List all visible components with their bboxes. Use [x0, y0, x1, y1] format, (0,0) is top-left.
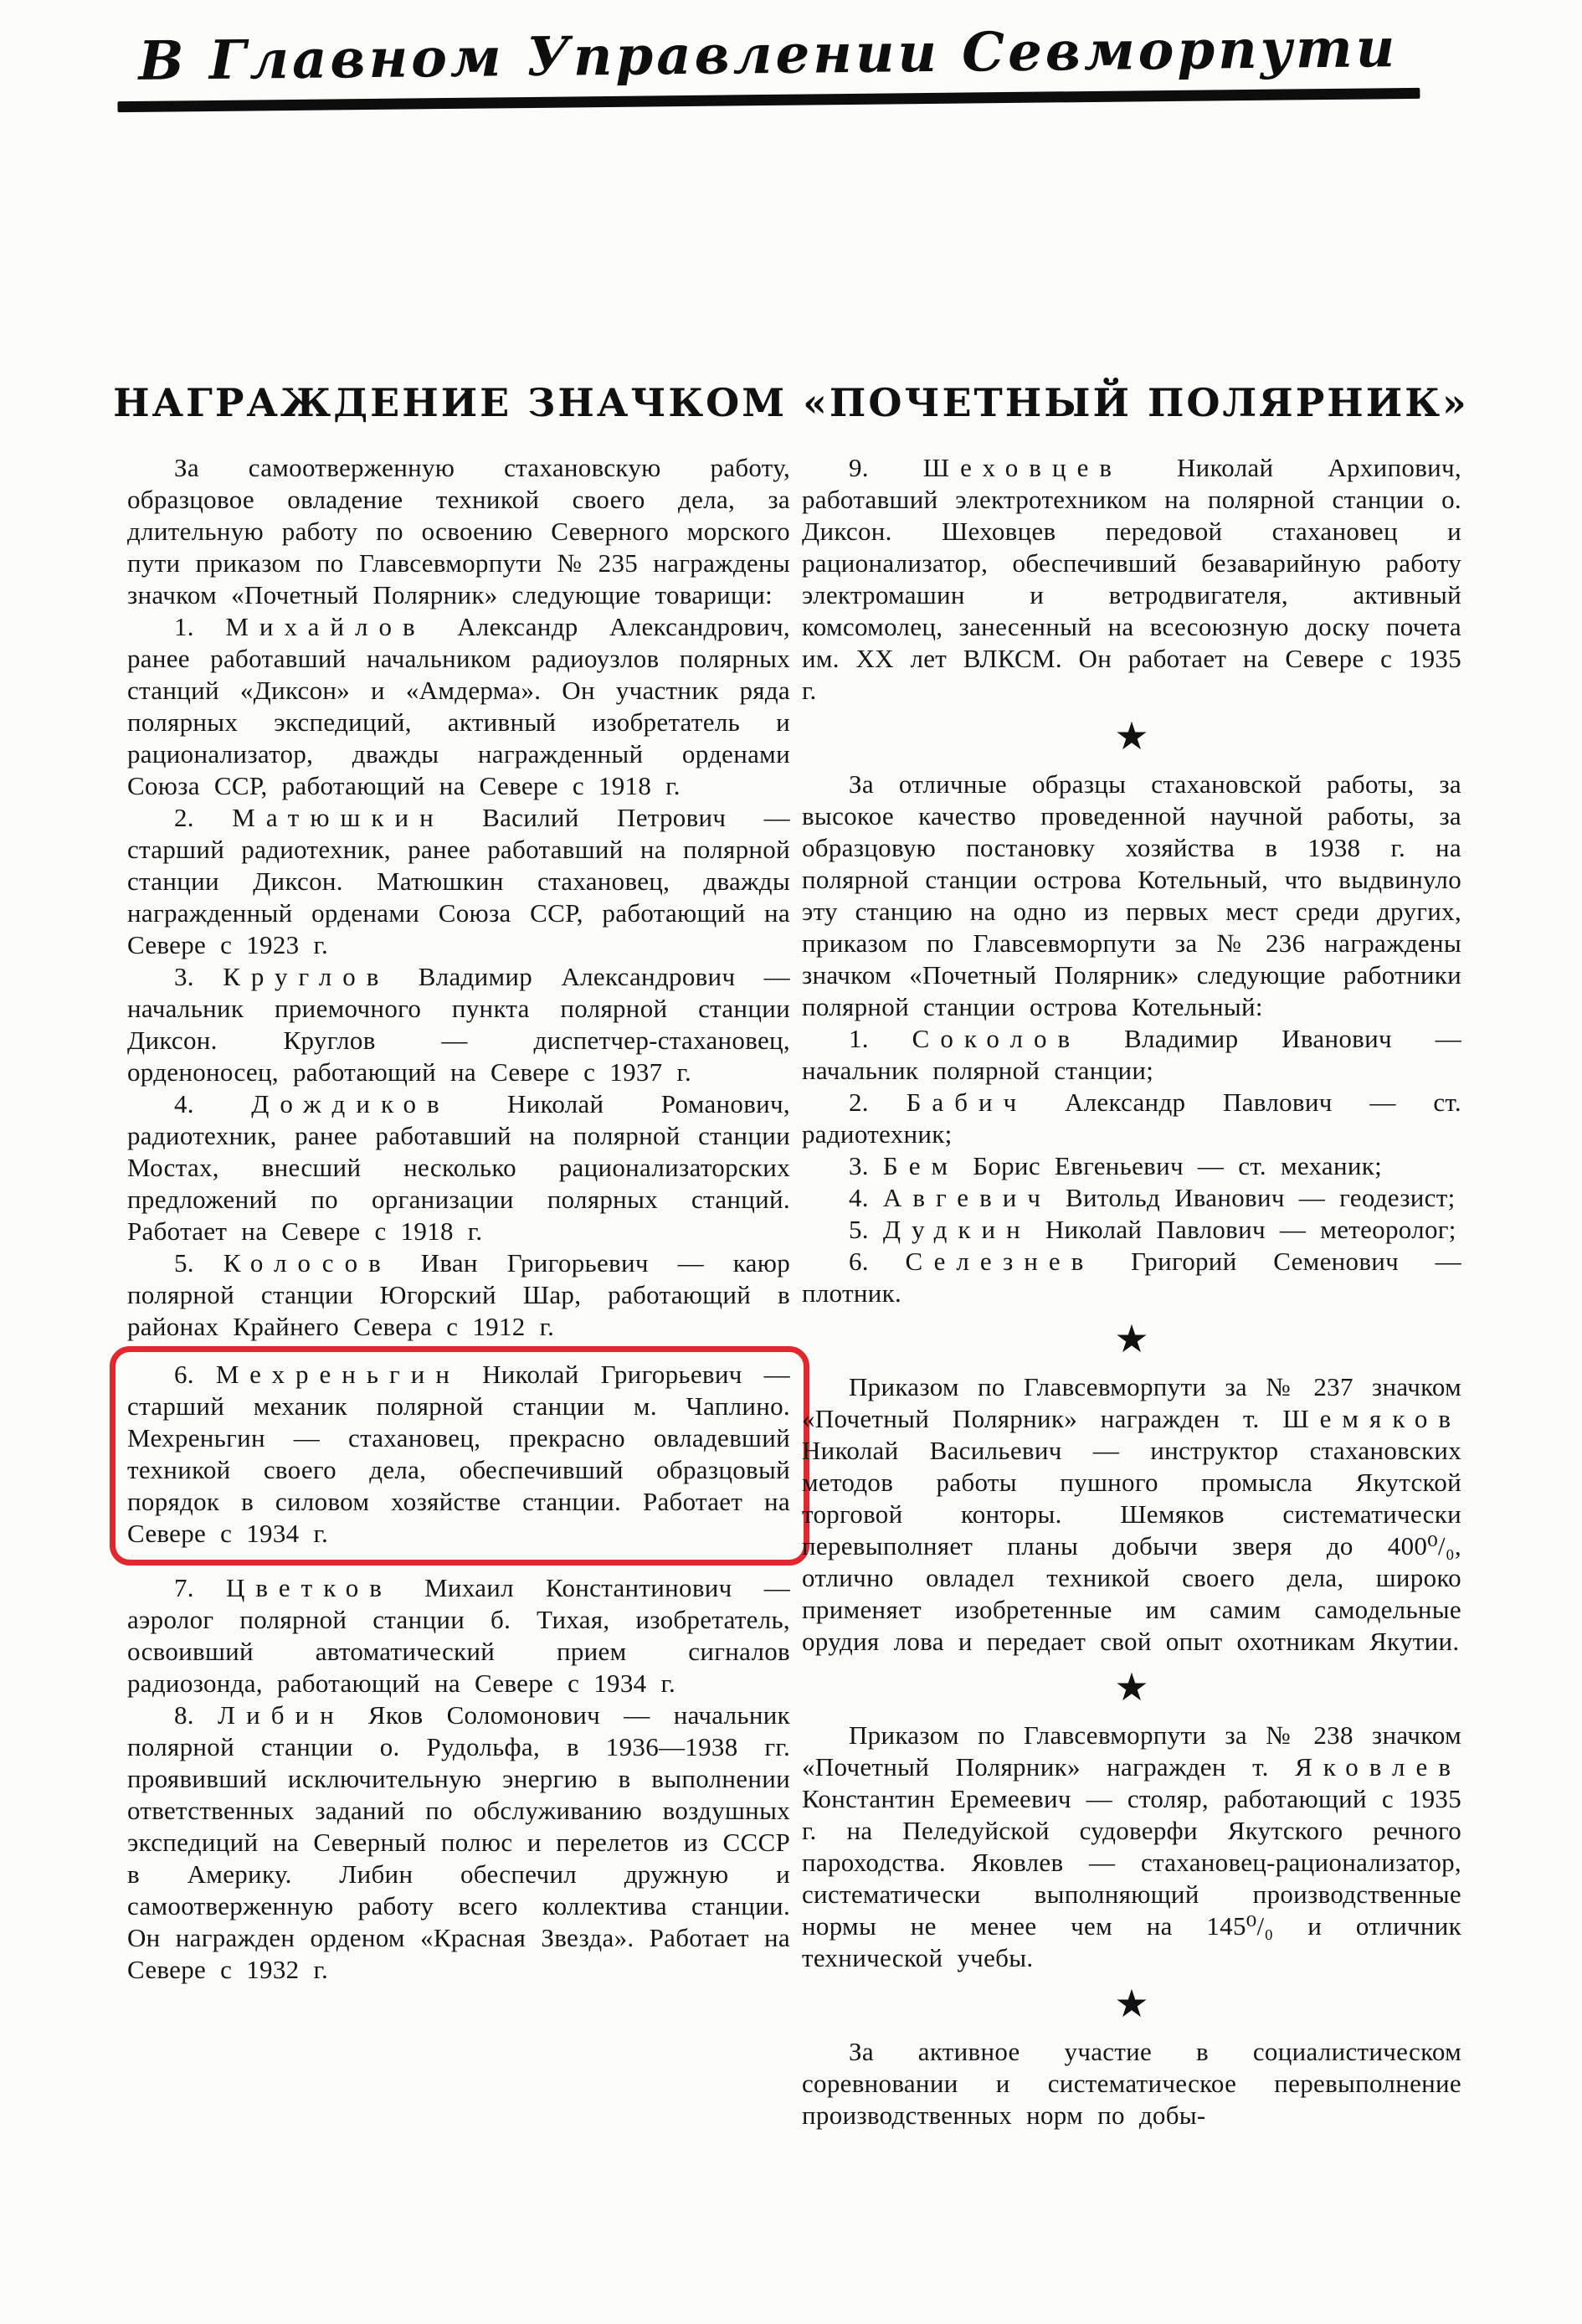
item-surname: Мехреньгин [215, 1360, 461, 1389]
item-surname: Бабич [906, 1087, 1028, 1117]
item-surname: Шеховцев [922, 453, 1123, 482]
item-surname: Селезнев [905, 1247, 1095, 1276]
article-title: НАГРАЖДЕНИЕ ЗНАЧКОМ «ПОЧЕТНЫЙ ПОЛЯРНИК» [113, 380, 1469, 425]
masthead-title: В Главном Управлении Севморпути [138, 17, 1399, 93]
item-text: Борис Евгеньевич — ст. механик; [973, 1151, 1383, 1180]
item-surname: Либин [218, 1700, 345, 1730]
item-surname: Матюшкин [232, 803, 444, 832]
item-number: 1. [849, 1024, 869, 1053]
item-text: Григорий Семенович — плотник. [802, 1247, 1461, 1308]
list-236-item-3 [802, 1150, 1461, 1182]
paragraph-text: Приказом по Главсевморпути за № 237 значком «Почетный Полярник» награжден т. [802, 1372, 1461, 1433]
item-text: Николай Архипович, работавший электротехником на полярной станции о. Диксон. Шеховцев передовой стахановец и рационализатор, обеспечивший безаварийную работу электромашин и ветродвигателя, активный комсомолец, занесенный на всесоюзную доску почета им. XX лет ВЛКСМ. Он работает на Севере с 1935 г. [802, 453, 1461, 705]
item-text: Витольд Иванович — геодезист; [1066, 1183, 1456, 1212]
item-number: 8. [174, 1700, 194, 1730]
list-236-item-4 [802, 1182, 1461, 1214]
item-number: 4. [849, 1183, 869, 1212]
item-number: 4. [174, 1089, 194, 1118]
list-item-3 [127, 961, 790, 1088]
list-item-8 [127, 1699, 790, 1986]
item-text: Николай Григорьевич — старший механик полярной станции м. Чаплино. Мехреньгин — стахановец, прекрасно овладевший техникой своего дела, обеспечивший образцовый порядок в силовом хозяйстве станции. Работает на Севере с 1934 г. [127, 1360, 790, 1548]
item-number: 9. [849, 453, 869, 482]
item-surname: Соколов [912, 1024, 1081, 1053]
list-236-item-6 [802, 1246, 1461, 1309]
paragraph-text: Николай Васильевич — инструктор стахановских методов работы пушного промысла Якутской торговой конторы. Шемяков систематически перевыполняет планы добычи зверя до 400⁰/₀, отлично овладел техникой своего дела, широко применяет изобретенные им самим самодельные орудия лова и передает свой опыт охотникам Якутии. [802, 1436, 1461, 1656]
item-number: 5. [849, 1215, 869, 1244]
item-text: Владимир Иванович — начальник полярной станции; [802, 1024, 1461, 1085]
item-number: 2. [849, 1087, 869, 1117]
item-surname: Михайлов [225, 612, 426, 641]
item-text: Яков Соломонович — начальник полярной станции о. Рудольфа, в 1936—1938 гг. проявивший исключительную энергию в выполнении ответственных заданий по обслуживанию воздушных экспедиций на Северный полюс и перелетов из СССР в Америку. Либин обеспечил дружную и самоотверженную работу всего коллектива станции. Он награжден орденом «Красная Звезда». Работает на Севере с 1932 г. [127, 1700, 790, 1984]
paragraph-text: Приказом по Главсевморпути за № 238 значком «Почетный Полярник» награжден т. [802, 1720, 1461, 1782]
closing-paragraph: За активное участие в социалистическом соревновании и систематическое перевыполнение производственных норм по добы- [802, 2037, 1461, 2130]
list-236-item-2 [802, 1087, 1461, 1150]
item-text: Александр Павлович — ст. радиотехник; [802, 1087, 1461, 1149]
item-text: Иван Григорьевич — каюр полярной станции Югорский Шар, работающий в районах Крайнего Севера с 1912 г. [127, 1248, 790, 1341]
item-number: 6. [174, 1360, 194, 1389]
list-item-7 [127, 1572, 790, 1699]
item-surname: Шемяков [1282, 1404, 1461, 1433]
list-item-5 [127, 1247, 790, 1343]
left-column [127, 452, 790, 1986]
item-number: 7. [174, 1573, 194, 1602]
item-surname: Бем [882, 1151, 959, 1180]
item-text: Николай Павлович — метеоролог; [1045, 1215, 1456, 1244]
list-item-6-highlighted [127, 1359, 790, 1550]
item-text: Михаил Константинович — аэролог полярной станции б. Тихая, изобретатель, освоивший автоматический прием сигналов радиозонда, работающий на Севере с 1934 г. [127, 1573, 790, 1698]
item-number: 3. [174, 962, 194, 991]
star-separator-icon: ★ [1114, 1666, 1149, 1709]
item-number: 1. [174, 612, 194, 641]
star-separator-icon: ★ [1114, 1982, 1149, 2025]
list-item-1 [127, 611, 790, 802]
item-text: Владимир Александрович — начальник приемочного пункта полярной станции Диксон. Круглов — диспетчер-стахановец, орденоносец, работающий на Севере с 1937 г. [127, 962, 790, 1087]
right-column [802, 452, 1461, 2131]
list-item-2 [127, 802, 790, 961]
item-surname: Дождиков [251, 1089, 450, 1118]
order-238-paragraph [802, 1720, 1461, 1974]
masthead [117, 17, 1420, 112]
order-236-paragraph: За отличные образцы стахановской работы, за высокое качество проведенной научной работы, за образцовую постановку хозяйства в 1938 г. на полярной станции острова Котельный, что выдвинуло эту станцию на одно из первых мест среди других, приказом по Главсевморпути за № 236 награждены значком «Почетный Полярник» следующие работники полярной станции острова Котельный: [802, 769, 1461, 1021]
intro-paragraph: За самоотверженную стахановскую работу, образцовое овладение техникой своего дела, за длительную работу по освоению Северного морского пути приказом по Главсевморпути № 235 награждены значком «Почетный Полярник» следующие товарищи: [127, 453, 790, 609]
item-number: 2. [174, 803, 194, 832]
paragraph-text: Константин Еремеевич — столяр, работающий с 1935 г. на Пеледуйской судоверфи Якутского речного пароходства. Яковлев — стахановец-рационализатор, систематически выполняющий производственные нормы не менее чем на 145⁰/₀ и отличник технической учебы. [802, 1784, 1461, 1972]
item-surname: Колосов [223, 1248, 392, 1278]
star-separator-icon: ★ [1114, 715, 1149, 758]
item-surname: Цветков [226, 1573, 393, 1602]
order-237-paragraph [802, 1371, 1461, 1658]
item-text: Николай Романович, радиотехник, ранее работавший на полярной станции Мостах, внесший несколько рационализаторских предложений по организации полярных станций. Работает на Севере с 1918 г. [127, 1089, 790, 1246]
item-surname: Дудкин [882, 1215, 1031, 1244]
item-text: Александр Александрович, ранее работавший начальником радиоузлов полярных станций «Диксон» и «Амдерма». Он участник ряда полярных экспедиций, активный изобретатель и рационализатор, дважды награжденный орденами Союза ССР, работающий на Севере с 1918 г. [127, 612, 790, 800]
item-text: Василий Петрович — старший радиотехник, ранее работавший на полярной станции Диксон. Матюшкин стахановец, дважды награжденный орденами Союза ССР, работающий на Севере с 1923 г. [127, 803, 790, 959]
item-surname: Яковлев [1295, 1752, 1461, 1782]
list-236-item-5 [802, 1214, 1461, 1246]
item-number: 6. [849, 1247, 869, 1276]
list-236-item-1 [802, 1023, 1461, 1087]
item-surname: Авгевич [882, 1183, 1051, 1212]
item-number: 5. [174, 1248, 194, 1278]
item-number: 3. [849, 1151, 869, 1180]
red-highlight-annotation-box [110, 1346, 809, 1566]
star-separator-icon: ★ [1114, 1318, 1149, 1360]
list-item-4 [127, 1088, 790, 1247]
item-surname: Круглов [223, 962, 390, 991]
list-item-9 [802, 452, 1461, 707]
